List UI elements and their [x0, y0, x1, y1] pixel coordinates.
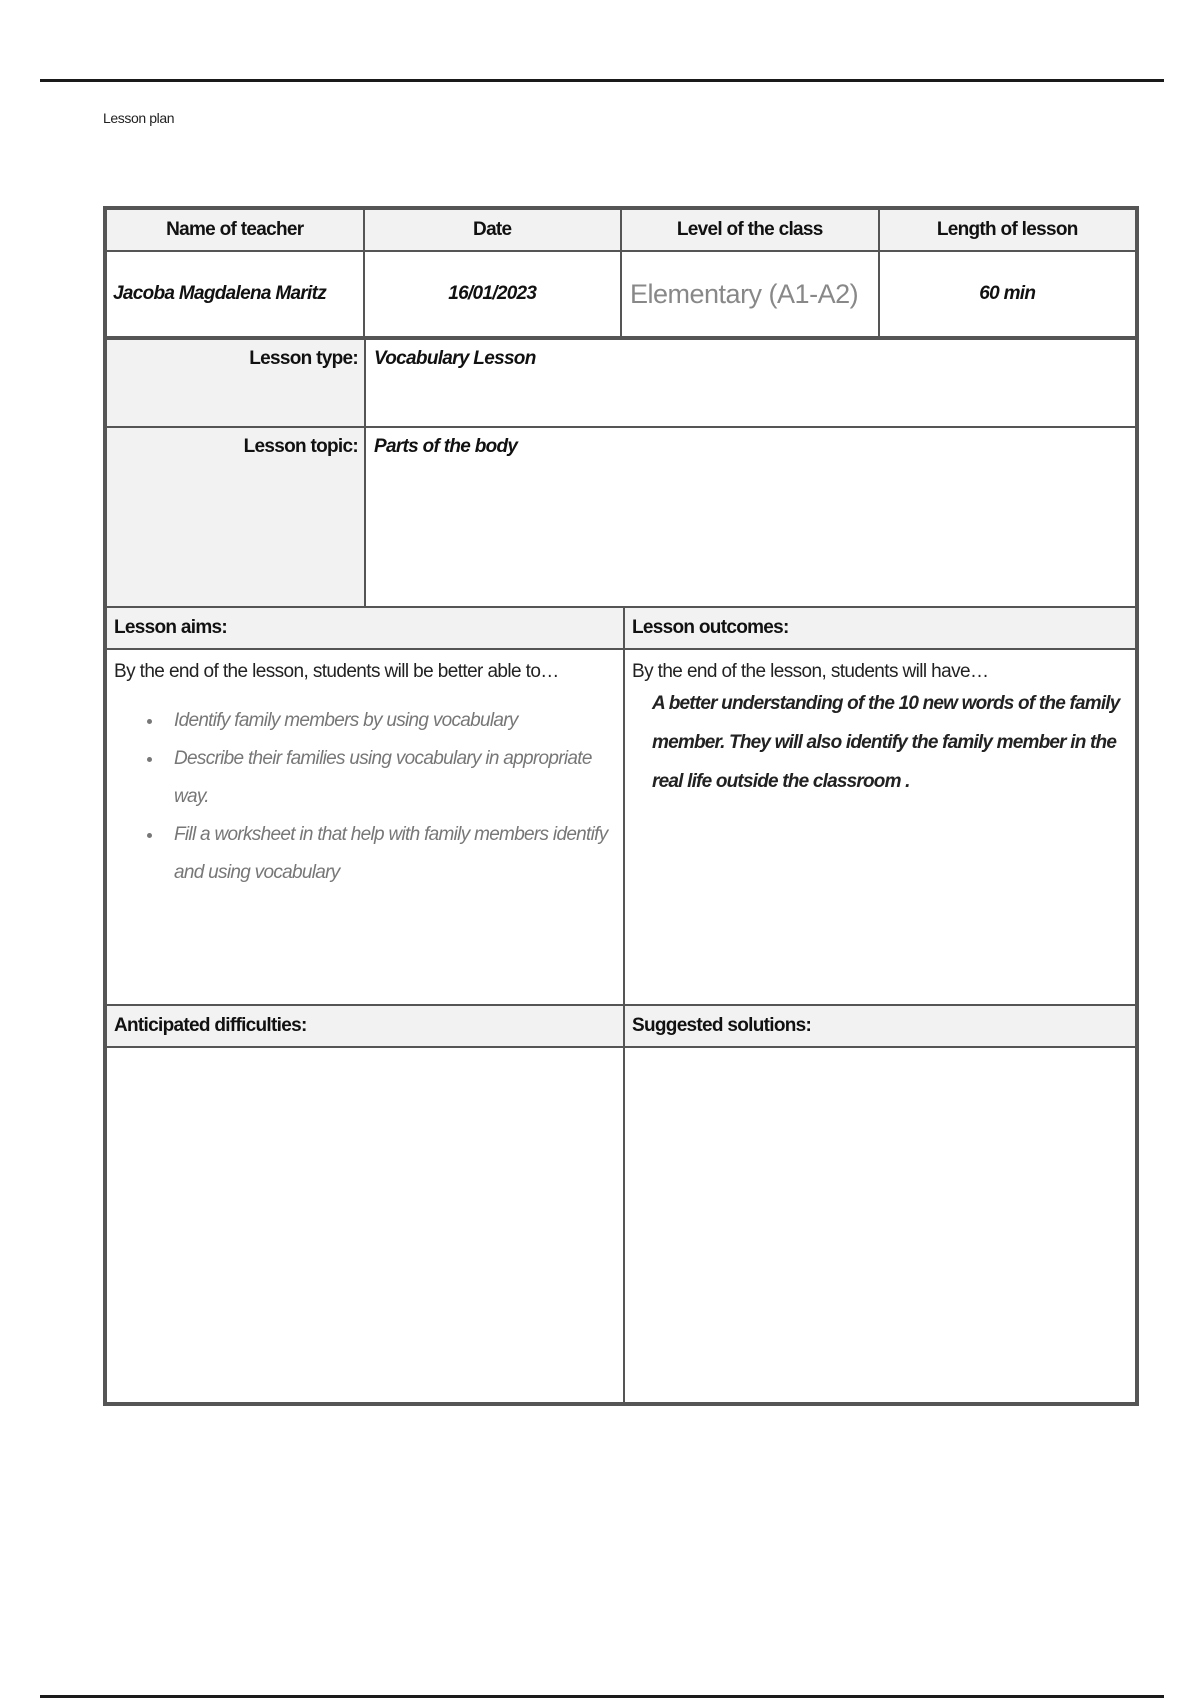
- bottom-rule: [40, 1695, 1164, 1698]
- date-header: Date: [364, 209, 622, 251]
- aims-intro: By the end of the lesson, students will be better able to…: [114, 661, 559, 682]
- length-value: 60 min: [879, 251, 1137, 337]
- aim-item: • Fill a worksheet in that help with family members identify and using vocabulary: [164, 816, 623, 892]
- length-header: Length of lesson: [879, 209, 1137, 251]
- date-value: 16/01/2023: [364, 251, 622, 337]
- lesson-topic-value: Parts of the body: [365, 427, 1136, 607]
- lesson-details-table: [103, 338, 1139, 610]
- outcomes-cell: [624, 649, 1136, 1005]
- top-rule: [40, 79, 1164, 82]
- difficulties-header: Anticipated difficulties:: [106, 1005, 624, 1047]
- lesson-type-label: Lesson type:: [106, 339, 365, 427]
- lesson-type-value: Vocabulary Lesson: [365, 339, 1136, 427]
- aims-header: Lesson aims:: [106, 607, 624, 649]
- lesson-objectives-table: [103, 606, 1139, 1406]
- teacher-value: Jacoba Magdalena Maritz: [106, 251, 364, 337]
- level-header: Level of the class: [621, 209, 879, 251]
- aims-cell: [106, 649, 624, 1005]
- solutions-cell: [624, 1047, 1136, 1403]
- lesson-topic-label: Lesson topic:: [106, 427, 365, 607]
- lesson-header-table: [103, 206, 1139, 340]
- aims-list: [114, 702, 623, 892]
- outcomes-text: A better understanding of the 10 new words of the family member. They will also identify the family member in the real life outside the classroom .: [652, 693, 1120, 792]
- outcomes-header: Lesson outcomes:: [624, 607, 1136, 649]
- document-label: Lesson plan: [103, 110, 175, 126]
- aim-item: • Identify family members by using vocabulary: [164, 702, 623, 740]
- level-value: Elementary (A1-A2): [621, 251, 879, 337]
- teacher-header: Name of teacher: [106, 209, 364, 251]
- solutions-header: Suggested solutions:: [624, 1005, 1136, 1047]
- aim-item: • Describe their families using vocabulary in appropriate way.: [164, 740, 623, 816]
- outcomes-intro: By the end of the lesson, students will have…: [632, 661, 989, 682]
- difficulties-cell: [106, 1047, 624, 1403]
